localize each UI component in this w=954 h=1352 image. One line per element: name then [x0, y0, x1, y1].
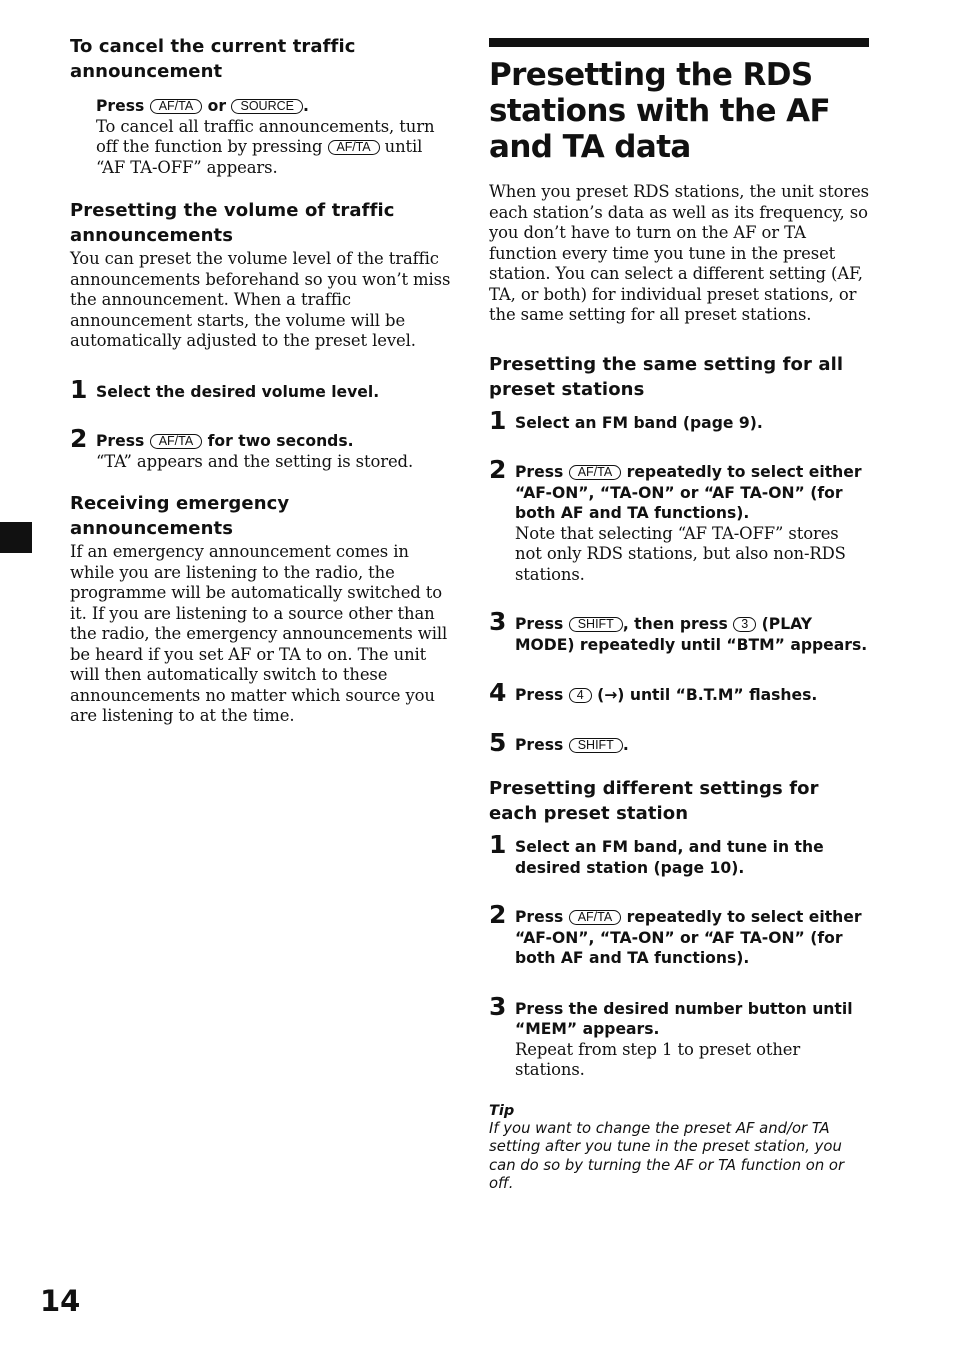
tip-text: If you want to change the preset AF and/or TA setting after you tune in the preset station, you can do so by turning the AF or TA function on or off. — [489, 1119, 845, 1192]
step-text: Press 4 (→) until “B.T.M” flashes. — [515, 686, 818, 704]
page-number: 14 — [40, 1284, 81, 1318]
same-step-2 — [489, 455, 869, 585]
af-ta-key: AF/TA — [569, 465, 622, 480]
af-ta-key: AF/TA — [150, 434, 203, 449]
step-number: 3 — [489, 607, 507, 636]
cancel-instruction: Press AF/TA or SOURCE . — [96, 97, 309, 115]
different-step-2 — [489, 900, 869, 969]
step-text: Select an FM band (page 9). — [515, 413, 763, 432]
number-4-key: 4 — [569, 688, 592, 703]
step-text: Select an FM band, and tune in the desired station (page 10). — [515, 838, 824, 877]
same-setting-heading: Presetting the same setting for all preset stations — [489, 353, 844, 400]
step-number: 1 — [489, 405, 507, 435]
different-settings-heading: Presetting different settings for each preset station — [489, 778, 819, 824]
section-tab-marker — [0, 522, 32, 553]
step-number: 5 — [489, 727, 507, 757]
step-text: Press AF/TA for two seconds. — [96, 432, 354, 450]
step-number: 2 — [70, 424, 88, 453]
number-3-key: 3 — [733, 617, 756, 632]
same-step-3 — [489, 607, 869, 655]
same-step-4 — [489, 678, 869, 707]
step-number: 3 — [489, 991, 507, 1021]
volume-body: You can preset the volume level of the traffic announcements beforehand so you won’t miss the announcement. When a traffic announcement starts, the volume will be automatically adjusted to the preset level. — [70, 249, 451, 350]
shift-key: SHIFT — [569, 738, 623, 753]
cancel-body: To cancel all traffic announcements, turn off the function by pressing AF/TA until “AF TA-OFF” appears. — [96, 116, 435, 177]
page-title: Presetting the RDS stations with the AF and TA data — [489, 57, 831, 165]
af-ta-key: AF/TA — [569, 910, 622, 925]
step-note: Note that selecting “AF TA-OFF” stores not only RDS stations, but also non-RDS stations. — [515, 523, 846, 584]
step-text: Press AF/TA repeatedly to select either “AF-ON”, “TA-ON” or “AF TA-ON” (for both AF and TA functions). — [515, 908, 862, 967]
step-number: 2 — [489, 455, 507, 484]
af-ta-key: AF/TA — [328, 140, 380, 155]
left-column — [70, 34, 454, 727]
step-note: “TA” appears and the setting is stored. — [96, 451, 414, 471]
tip-label: Tip — [489, 1102, 515, 1119]
af-ta-key: AF/TA — [150, 99, 203, 114]
step-text: Select the desired volume level. — [96, 382, 380, 401]
cancel-heading: To cancel the current traffic announcement — [70, 36, 356, 82]
different-step-1 — [489, 830, 869, 878]
step-note: Repeat from step 1 to preset other stations. — [515, 1039, 801, 1079]
shift-key: SHIFT — [569, 617, 623, 632]
step-number: 2 — [489, 900, 507, 929]
cancel-procedure — [96, 96, 454, 178]
step-number: 1 — [489, 830, 507, 859]
different-step-3 — [489, 991, 869, 1081]
tip-box — [489, 1102, 869, 1194]
volume-step-2 — [70, 424, 454, 472]
step-text: Press SHIFT , then press 3 (PLAY MODE) repeatedly until “BTM” appears. — [515, 615, 868, 654]
intro-body: When you preset RDS stations, the unit stores each station’s data as well as its frequency, so you don’t have to turn on the AF or TA function every time you tune in the preset station. You can select a different setting (AF, TA, or both) for individual preset stations, or the same setting for all preset stations. — [489, 182, 869, 324]
right-column — [489, 38, 869, 1194]
step-number: 4 — [489, 678, 507, 707]
volume-step-1 — [70, 374, 454, 404]
step-number: 1 — [70, 374, 88, 404]
same-step-1 — [489, 405, 869, 435]
volume-heading: Presetting the volume of traffic announcements — [70, 200, 395, 246]
step-text: Press AF/TA repeatedly to select either “AF-ON”, “TA-ON” or “AF TA-ON” (for both AF and TA functions). — [515, 463, 862, 522]
step-text: Press the desired number button until “MEM” appears. — [515, 999, 853, 1038]
title-rule — [489, 38, 869, 47]
emergency-heading: Receiving emergency announcements — [70, 493, 290, 539]
emergency-body: If an emergency announcement comes in while you are listening to the radio, the programme will be automatically switched to it. If you are listening to a source other than the radio, the emergency announcements will be heard if you set AF or TA to on. The unit will then automatically switch to these announcements no matter which source you are listening to at the time. — [70, 542, 448, 725]
step-text: Press SHIFT . — [515, 735, 629, 754]
source-key: SOURCE — [231, 99, 302, 114]
same-step-5 — [489, 727, 869, 757]
